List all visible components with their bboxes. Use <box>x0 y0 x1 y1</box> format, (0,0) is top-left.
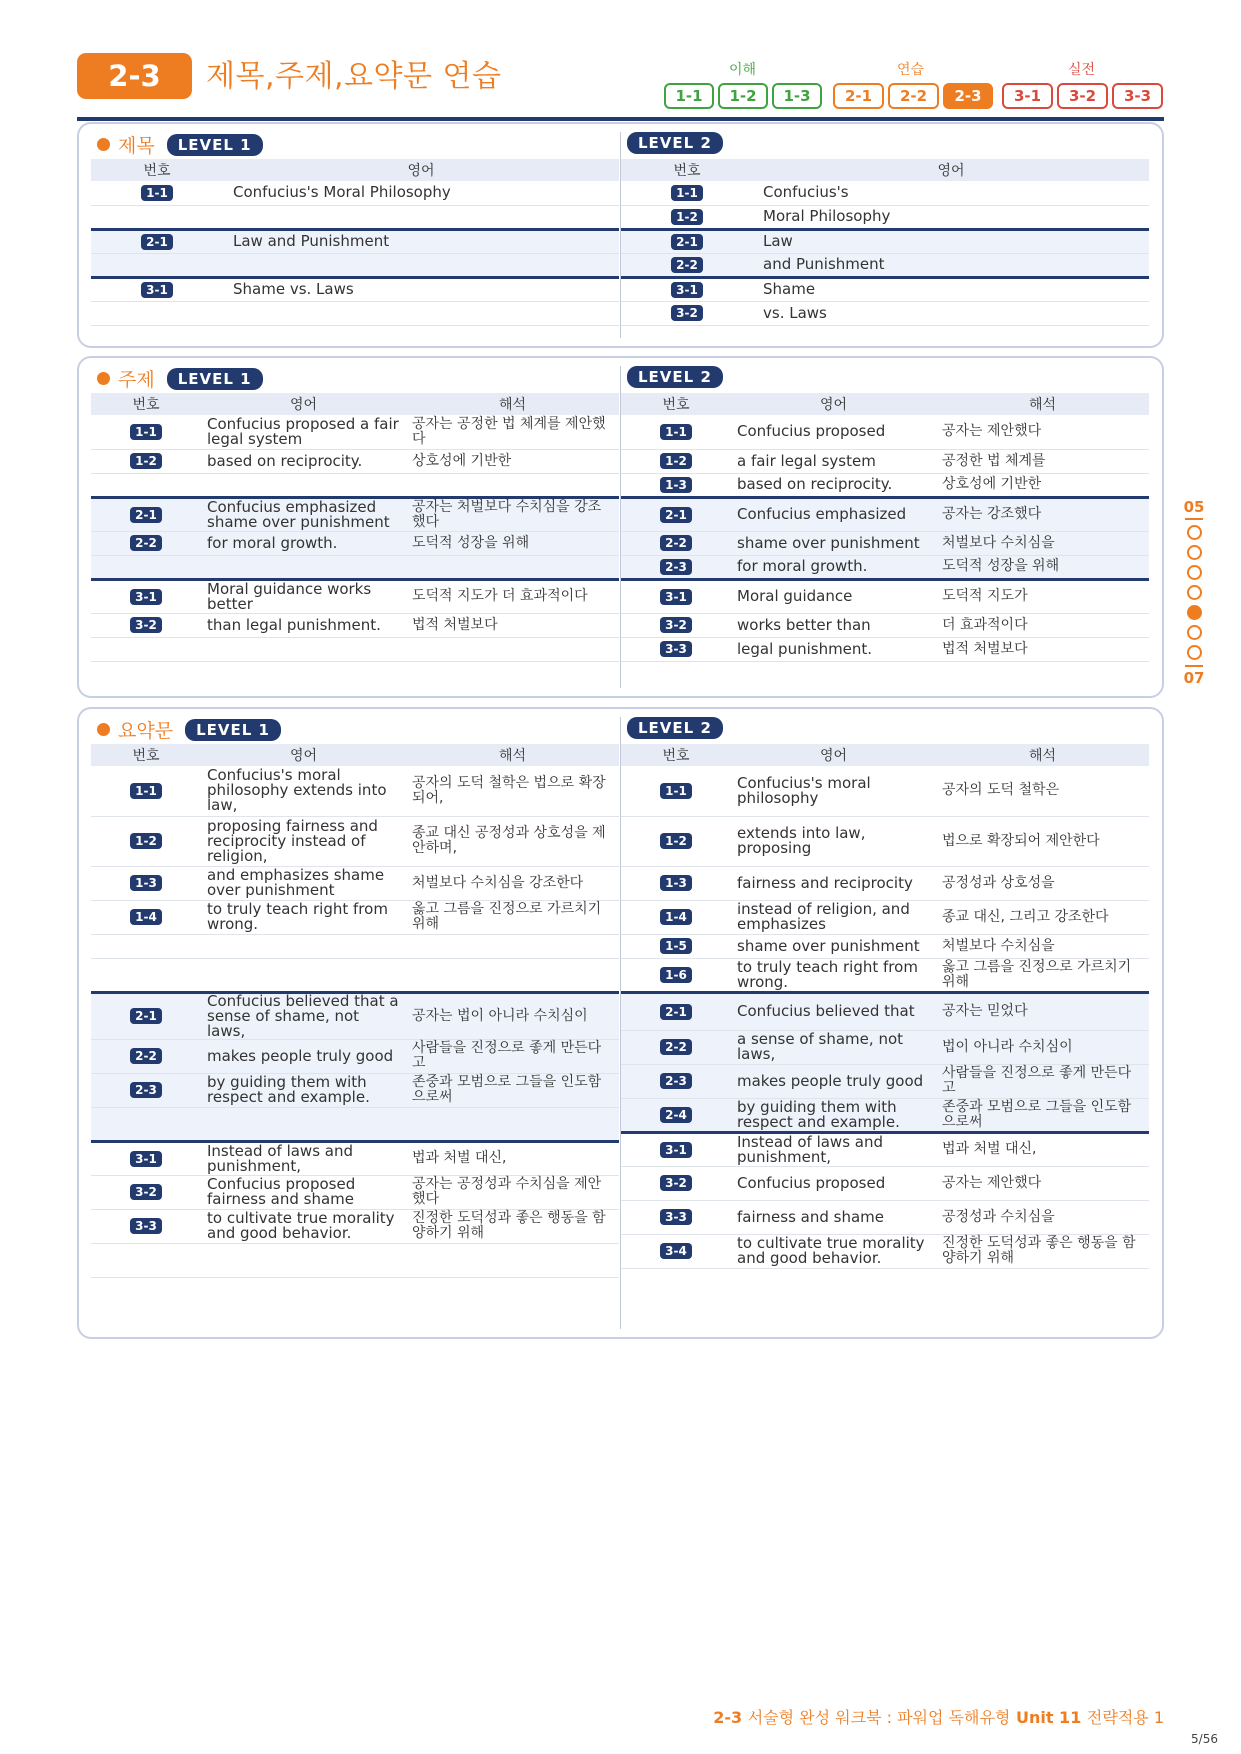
section-title: 제목 <box>118 135 155 157</box>
english-cell: shame over punishment <box>731 934 936 958</box>
level-badge: LEVEL 2 <box>627 366 723 388</box>
topic-level1-table <box>91 393 619 662</box>
english-cell: and Punishment <box>753 253 1149 277</box>
table-row <box>91 816 619 866</box>
english-cell: Confucius emphasized shame over punishment <box>201 497 406 531</box>
english-cell: based on reciprocity. <box>201 449 406 473</box>
column-header: 번호 <box>621 159 753 181</box>
korean-cell: 법으로 확장되어 제안한다 <box>936 816 1149 866</box>
row-number-badge: 3-2 <box>660 617 692 633</box>
english-cell: shame over punishment <box>731 531 936 555</box>
korean-cell: 옳고 그름을 진정으로 가르치기 위해 <box>406 900 619 934</box>
column-header: 영어 <box>731 393 936 415</box>
korean-cell: 상호성에 기반한 <box>936 473 1149 497</box>
english-cell <box>201 1107 406 1141</box>
row-number-badge: 1-2 <box>130 453 162 469</box>
footer-unit: Unit 11 <box>1015 1708 1082 1727</box>
row-number-badge: 1-1 <box>671 185 703 201</box>
row-number-badge: 1-1 <box>141 185 173 201</box>
index-bar <box>1185 518 1203 520</box>
korean-cell: 도덕적 지도가 <box>936 579 1149 613</box>
korean-cell: 공자는 제안했다 <box>936 415 1149 449</box>
korean-cell: 진정한 도덕성과 좋은 행동을 함양하기 위해 <box>936 1234 1149 1268</box>
english-cell <box>201 934 406 958</box>
row-number-badge: 1-3 <box>660 875 692 891</box>
table-row <box>91 301 619 325</box>
column-header: 영어 <box>223 159 619 181</box>
table-row <box>91 934 619 958</box>
english-cell: Confucius proposed fairness and shame <box>201 1175 406 1209</box>
section-head-title-level2 <box>627 132 723 154</box>
section-head-title <box>97 131 263 158</box>
english-cell <box>223 205 619 229</box>
nav-category-real: 실전 <box>1068 62 1096 78</box>
english-cell: vs. Laws <box>753 301 1149 325</box>
table-row <box>91 992 619 1039</box>
row-number-badge: 1-5 <box>660 938 692 954</box>
row-number-badge: 1-4 <box>130 909 162 925</box>
footer-code: 2-3 <box>713 1708 743 1727</box>
english-cell: Moral guidance <box>731 579 936 613</box>
table-row <box>621 253 1149 277</box>
index-circle-active-icon <box>1187 605 1202 620</box>
english-cell: Confucius believed that a sense of shame, not laws, <box>201 992 406 1039</box>
table-row <box>621 992 1149 1030</box>
table-row <box>621 277 1149 301</box>
english-cell: for moral growth. <box>201 531 406 555</box>
table-row <box>91 181 619 205</box>
row-number-badge: 1-4 <box>660 909 692 925</box>
english-cell: Confucius believed that <box>731 992 936 1030</box>
korean-cell: 종교 대신, 그리고 강조한다 <box>936 900 1149 934</box>
english-cell <box>223 253 619 277</box>
row-number-badge: 1-3 <box>130 875 162 891</box>
footer-text: 서술형 완성 워크북 : 파워업 독해유형 <box>747 1708 1011 1727</box>
row-number-badge: 1-2 <box>660 833 692 849</box>
korean-cell: 공자는 강조했다 <box>936 497 1149 531</box>
row-number-badge: 3-1 <box>660 589 692 605</box>
table-row <box>91 958 619 992</box>
column-header: 해석 <box>936 744 1149 766</box>
korean-cell: 존중과 모범으로 그들을 인도함으로써 <box>406 1073 619 1107</box>
korean-cell: 옳고 그름을 진정으로 가르치기 위해 <box>936 958 1149 992</box>
footer-text-2: 전략적용 1 <box>1086 1708 1164 1727</box>
section-head-summary <box>97 716 281 743</box>
row-number-badge: 2-2 <box>660 535 692 551</box>
nav-tab-3-1[interactable]: 3-1 <box>1002 83 1053 109</box>
english-cell: for moral growth. <box>731 555 936 579</box>
english-cell <box>201 1243 406 1277</box>
table-row <box>621 301 1149 325</box>
table-row <box>621 473 1149 497</box>
english-cell: Confucius proposed <box>731 415 936 449</box>
korean-cell: 상호성에 기반한 <box>406 449 619 473</box>
english-cell: fairness and reciprocity <box>731 866 936 900</box>
english-cell: Confucius's Moral Philosophy <box>223 181 619 205</box>
table-row <box>621 866 1149 900</box>
nav-tab-3-3[interactable]: 3-3 <box>1112 83 1163 109</box>
row-number-badge: 1-6 <box>660 967 692 983</box>
nav-category-practice: 연습 <box>897 62 925 78</box>
bullet-dot-icon <box>97 723 110 736</box>
level-badge: LEVEL 1 <box>167 368 263 390</box>
english-cell: by guiding them with respect and example. <box>201 1073 406 1107</box>
english-cell: Confucius's moral philosophy extends into law, <box>201 766 406 816</box>
english-cell: Confucius emphasized <box>731 497 936 531</box>
table-row <box>621 1064 1149 1098</box>
row-number-badge: 3-1 <box>130 1151 162 1167</box>
table-row <box>621 555 1149 579</box>
english-cell <box>201 637 406 661</box>
table-row <box>621 816 1149 866</box>
column-header: 번호 <box>91 159 223 181</box>
korean-cell: 사람들을 진정으로 좋게 만든다고 <box>936 1064 1149 1098</box>
table-row <box>91 497 619 531</box>
row-number-badge: 2-1 <box>130 507 162 523</box>
table-row <box>621 1030 1149 1064</box>
table-row <box>621 497 1149 531</box>
english-cell: than legal punishment. <box>201 613 406 637</box>
row-number-badge: 3-3 <box>660 1209 692 1225</box>
korean-cell: 공자는 공정성과 수치심을 제안했다 <box>406 1175 619 1209</box>
table-row <box>91 1243 619 1277</box>
column-header: 해석 <box>406 744 619 766</box>
english-cell: Law and Punishment <box>223 229 619 253</box>
column-header: 해석 <box>936 393 1149 415</box>
english-cell: by guiding them with respect and example. <box>731 1098 936 1132</box>
english-cell <box>201 473 406 497</box>
table-row <box>91 613 619 637</box>
row-number-badge: 2-1 <box>141 234 173 250</box>
table-row <box>91 1209 619 1243</box>
english-cell: to cultivate true morality and good behavior. <box>201 1209 406 1243</box>
chapter-index <box>1181 498 1207 687</box>
row-number-badge: 3-1 <box>141 282 173 298</box>
table-row <box>91 531 619 555</box>
index-circle-icon <box>1187 565 1202 580</box>
table-row <box>91 637 619 661</box>
korean-cell: 공자는 법이 아니라 수치심이 <box>406 992 619 1039</box>
row-number-badge: 1-2 <box>660 453 692 469</box>
korean-cell: 법과 처벌 대신, <box>936 1132 1149 1166</box>
korean-cell <box>406 473 619 497</box>
table-row <box>621 229 1149 253</box>
table-row <box>91 277 619 301</box>
page-title: 제목,주제,요약문 연습 <box>206 59 502 94</box>
table-row <box>91 1039 619 1073</box>
footer <box>713 1705 1164 1728</box>
page-number: 5/56 <box>1191 1732 1218 1746</box>
table-row <box>621 1132 1149 1166</box>
table-row <box>621 1234 1149 1268</box>
chapter-index-bottom: 07 <box>1183 669 1205 687</box>
table-row <box>621 1166 1149 1200</box>
table-row <box>621 449 1149 473</box>
korean-cell: 처벌보다 수치심을 강조한다 <box>406 866 619 900</box>
english-cell: to cultivate true morality and good behavior. <box>731 1234 936 1268</box>
table-row <box>91 766 619 816</box>
korean-cell: 법이 아니라 수치심이 <box>936 1030 1149 1064</box>
level-badge: LEVEL 1 <box>185 719 281 741</box>
korean-cell: 공정한 법 체계를 <box>936 449 1149 473</box>
english-cell: based on reciprocity. <box>731 473 936 497</box>
row-number-badge: 3-2 <box>130 1184 162 1200</box>
english-cell: works better than <box>731 613 936 637</box>
row-number-badge: 1-1 <box>660 783 692 799</box>
column-header: 영어 <box>731 744 936 766</box>
english-cell: Moral guidance works better <box>201 579 406 613</box>
header-divider <box>77 117 1164 121</box>
korean-cell <box>406 555 619 579</box>
column-header: 영어 <box>201 744 406 766</box>
korean-cell: 공정성과 수치심을 <box>936 1200 1149 1234</box>
korean-cell: 법과 처벌 대신, <box>406 1141 619 1175</box>
korean-cell: 공자의 도덕 철학은 <box>936 766 1149 816</box>
column-header: 번호 <box>621 744 731 766</box>
row-number-badge: 3-1 <box>660 1142 692 1158</box>
korean-cell: 법적 처벌보다 <box>406 613 619 637</box>
row-number-badge: 3-1 <box>130 589 162 605</box>
nav-tab-1-1[interactable]: 1-1 <box>664 83 714 109</box>
english-cell <box>201 958 406 992</box>
english-cell <box>223 301 619 325</box>
english-cell: and emphasizes shame over punishment <box>201 866 406 900</box>
english-cell: extends into law, proposing <box>731 816 936 866</box>
row-number-badge: 3-2 <box>130 617 162 633</box>
english-cell: Confucius's <box>753 181 1149 205</box>
korean-cell: 공정성과 상호성을 <box>936 866 1149 900</box>
row-number-badge: 3-4 <box>660 1243 692 1259</box>
column-header: 번호 <box>621 393 731 415</box>
table-row <box>91 1107 619 1141</box>
table-row <box>621 415 1149 449</box>
column-header: 해석 <box>406 393 619 415</box>
row-number-badge: 1-1 <box>130 424 162 440</box>
section-head-summary-level2 <box>627 717 723 739</box>
index-circle-icon <box>1187 585 1202 600</box>
table-row <box>621 1098 1149 1132</box>
row-number-badge: 2-1 <box>660 507 692 523</box>
nav-tab-2-1[interactable]: 2-1 <box>833 83 884 109</box>
english-cell: to truly teach right from wrong. <box>731 958 936 992</box>
korean-cell: 공자는 믿었다 <box>936 992 1149 1030</box>
topic-level2-table <box>621 393 1149 662</box>
section-title: 요약문 <box>118 720 174 742</box>
row-number-badge: 1-2 <box>671 209 703 225</box>
table-row <box>621 531 1149 555</box>
table-row <box>621 205 1149 229</box>
english-cell: fairness and shame <box>731 1200 936 1234</box>
table-row <box>91 866 619 900</box>
korean-cell: 진정한 도덕성과 좋은 행동을 함양하기 위해 <box>406 1209 619 1243</box>
korean-cell <box>406 958 619 992</box>
title-level2-table <box>621 159 1149 326</box>
table-row <box>621 181 1149 205</box>
index-circle-icon <box>1187 525 1202 540</box>
row-number-badge: 2-1 <box>660 1004 692 1020</box>
row-number-badge: 2-3 <box>660 559 692 575</box>
row-number-badge: 2-3 <box>660 1073 692 1089</box>
korean-cell: 더 효과적이다 <box>936 613 1149 637</box>
row-number-badge: 2-4 <box>660 1107 692 1123</box>
korean-cell: 존중과 모범으로 그들을 인도함으로써 <box>936 1098 1149 1132</box>
korean-cell: 공자는 제안했다 <box>936 1166 1149 1200</box>
korean-cell: 처벌보다 수치심을 <box>936 934 1149 958</box>
nav-category-understand: 이해 <box>729 62 757 78</box>
table-row <box>621 900 1149 934</box>
korean-cell: 도덕적 성장을 위해 <box>936 555 1149 579</box>
column-header: 영어 <box>201 393 406 415</box>
section-head-topic-level2 <box>627 366 723 388</box>
row-number-badge: 1-1 <box>130 783 162 799</box>
table-row <box>91 449 619 473</box>
english-cell: Instead of laws and punishment, <box>201 1141 406 1175</box>
english-cell: proposing fairness and reciprocity instead of religion, <box>201 816 406 866</box>
row-number-badge: 3-3 <box>130 1218 162 1234</box>
row-number-badge: 1-3 <box>660 477 692 493</box>
column-header: 번호 <box>91 744 201 766</box>
table-row <box>621 958 1149 992</box>
row-number-badge: 3-3 <box>660 641 692 657</box>
row-number-badge: 2-3 <box>130 1082 162 1098</box>
table-row <box>91 579 619 613</box>
english-cell: Instead of laws and punishment, <box>731 1132 936 1166</box>
english-cell: makes people truly good <box>201 1039 406 1073</box>
english-cell: makes people truly good <box>731 1064 936 1098</box>
summary-level2-table <box>621 744 1149 1269</box>
korean-cell <box>406 637 619 661</box>
nav-tab-1-2[interactable]: 1-2 <box>718 83 768 109</box>
english-cell: a sense of shame, not laws, <box>731 1030 936 1064</box>
english-cell: Law <box>753 229 1149 253</box>
nav-tab-2-3-active[interactable]: 2-3 <box>943 83 993 109</box>
nav-tab-3-2[interactable]: 3-2 <box>1057 83 1108 109</box>
korean-cell: 도덕적 성장을 위해 <box>406 531 619 555</box>
korean-cell: 공자의 도덕 철학은 법으로 확장되어, <box>406 766 619 816</box>
korean-cell: 도덕적 지도가 더 효과적이다 <box>406 579 619 613</box>
row-number-badge: 2-1 <box>671 234 703 250</box>
row-number-badge: 2-2 <box>130 1048 162 1064</box>
row-number-badge: 2-1 <box>130 1008 162 1024</box>
korean-cell <box>406 1107 619 1141</box>
column-header: 번호 <box>91 393 201 415</box>
korean-cell: 사람들을 진정으로 좋게 만든다고 <box>406 1039 619 1073</box>
chapter-index-top: 05 <box>1183 498 1205 516</box>
korean-cell: 종교 대신 공정성과 상호성을 제안하며, <box>406 816 619 866</box>
korean-cell: 공자는 처벌보다 수치심을 강조했다 <box>406 497 619 531</box>
table-row <box>91 1073 619 1107</box>
table-row <box>91 253 619 277</box>
page-code-badge: 2-3 <box>77 53 192 99</box>
korean-cell <box>406 1243 619 1277</box>
english-cell <box>201 555 406 579</box>
korean-cell: 공자는 공정한 법 체계를 제안했다 <box>406 415 619 449</box>
row-number-badge: 1-1 <box>660 424 692 440</box>
table-row <box>91 415 619 449</box>
english-cell: Shame vs. Laws <box>223 277 619 301</box>
table-row <box>91 205 619 229</box>
table-row <box>91 1175 619 1209</box>
bullet-dot-icon <box>97 138 110 151</box>
korean-cell: 법적 처벌보다 <box>936 637 1149 661</box>
row-number-badge: 3-2 <box>660 1175 692 1191</box>
english-cell: Confucius proposed <box>731 1166 936 1200</box>
level-badge: LEVEL 2 <box>627 717 723 739</box>
english-cell: Confucius proposed a fair legal system <box>201 415 406 449</box>
table-row <box>621 579 1149 613</box>
table-row <box>621 613 1149 637</box>
table-row <box>91 473 619 497</box>
table-row <box>621 934 1149 958</box>
table-row <box>621 1200 1149 1234</box>
index-bar <box>1185 665 1203 667</box>
index-circle-icon <box>1187 545 1202 560</box>
row-number-badge: 1-2 <box>130 833 162 849</box>
table-row <box>91 900 619 934</box>
table-row <box>91 1141 619 1175</box>
row-number-badge: 2-2 <box>671 257 703 273</box>
row-number-badge: 2-2 <box>660 1039 692 1055</box>
korean-cell: 처벌보다 수치심을 <box>936 531 1149 555</box>
english-cell: Moral Philosophy <box>753 205 1149 229</box>
level-badge: LEVEL 1 <box>167 134 263 156</box>
table-row <box>621 637 1149 661</box>
nav-tab-1-3[interactable]: 1-3 <box>772 83 822 109</box>
column-header: 영어 <box>753 159 1149 181</box>
english-cell: instead of religion, and emphasizes <box>731 900 936 934</box>
english-cell: to truly teach right from wrong. <box>201 900 406 934</box>
summary-level1-table <box>91 744 619 1278</box>
table-row <box>91 555 619 579</box>
level-badge: LEVEL 2 <box>627 132 723 154</box>
section-head-topic <box>97 365 263 392</box>
row-number-badge: 3-1 <box>671 282 703 298</box>
index-circle-icon <box>1187 625 1202 640</box>
nav-tab-2-2[interactable]: 2-2 <box>888 83 939 109</box>
title-level1-table <box>91 159 619 326</box>
table-row <box>621 766 1149 816</box>
english-cell: a fair legal system <box>731 449 936 473</box>
bullet-dot-icon <box>97 372 110 385</box>
index-circle-icon <box>1187 645 1202 660</box>
english-cell: Shame <box>753 277 1149 301</box>
english-cell: legal punishment. <box>731 637 936 661</box>
row-number-badge: 2-2 <box>130 535 162 551</box>
korean-cell <box>406 934 619 958</box>
section-title: 주제 <box>118 369 155 391</box>
row-number-badge: 3-2 <box>671 305 703 321</box>
english-cell: Confucius's moral philosophy <box>731 766 936 816</box>
table-row <box>91 229 619 253</box>
